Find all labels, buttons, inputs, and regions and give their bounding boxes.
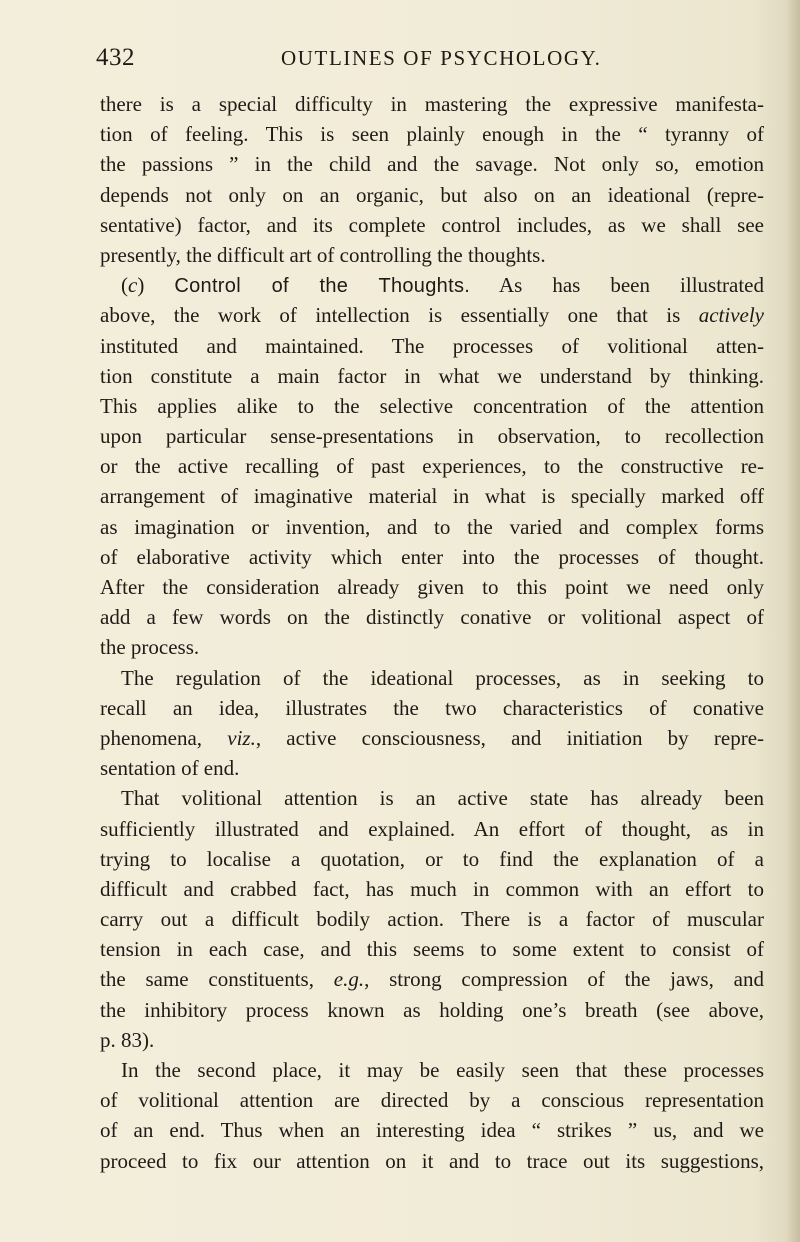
emphasis-text: viz. bbox=[227, 725, 256, 750]
text-line: of volitional attention are directed by a conscious representation bbox=[100, 1088, 764, 1113]
text-line: tion constitute a main factor in what we understand by thinking. bbox=[100, 363, 764, 388]
text-line: as imagination or invention, and to the varied and complex forms bbox=[100, 514, 764, 539]
text-line: phenomena, viz., active consciousness, and initiation by repre- bbox=[100, 725, 765, 750]
text-line: the process. bbox=[100, 635, 200, 660]
text-line: tension in each case, and this seems to some extent to consist of bbox=[100, 937, 764, 962]
text-line: upon particular sense-presentations in observation, to recollection bbox=[100, 424, 764, 449]
text-line: After the consideration already given to this point we need only bbox=[100, 575, 764, 599]
text-line: p. 83). bbox=[100, 1027, 155, 1052]
text-line: there is a special difficulty in mastering the expressive manifesta- bbox=[100, 92, 764, 116]
text-line: depends not only on an organic, but also on an ideational (repre- bbox=[100, 182, 764, 207]
text-line: presently, the difficult art of controlling the thoughts. bbox=[100, 242, 546, 267]
text-line: trying to localise a quotation, or to find the explanation of a bbox=[100, 846, 764, 871]
running-head-title: OUTLINES OF PSYCHOLOGY. bbox=[281, 46, 602, 70]
paragraph-start: In the second place, it may be easily seen that these processes bbox=[121, 1058, 764, 1082]
text-line: instituted and maintained. The processes of volitional atten- bbox=[100, 333, 764, 358]
text-line: This applies alike to the selective concentration of the attention bbox=[100, 393, 764, 418]
text-line: arrangement of imaginative material in what is specially marked off bbox=[100, 484, 764, 509]
text-line: recall an idea, illustrates the two characteristics of conative bbox=[100, 695, 764, 720]
page-number: 432 bbox=[96, 44, 135, 71]
text-line: the passions ” in the child and the savage. Not only so, emotion bbox=[100, 152, 764, 177]
text-line: sentative) factor, and its complete control includes, as we shall see bbox=[100, 212, 764, 237]
emphasis-text: e.g. bbox=[333, 967, 365, 992]
paragraph-start: The regulation of the ideational processes, as in seeking to bbox=[121, 665, 764, 690]
text-line: above, the work of intellection is essentially one that is actively bbox=[100, 303, 764, 328]
text-line: sentation of end. bbox=[100, 756, 240, 781]
body-text bbox=[100, 89, 764, 1176]
text-line: the same constituents, e.g., strong compression of the jaws, and bbox=[100, 967, 764, 992]
text-line: tion of feeling. This is seen plainly enough in the “ tyranny of bbox=[100, 122, 764, 147]
section-heading-line: (c) Control of the Thoughts. As has been illustrated bbox=[121, 273, 765, 298]
text-line: or the active recalling of past experiences, to the constructive re- bbox=[100, 454, 764, 479]
section-heading: Control of the Thoughts. bbox=[174, 275, 471, 298]
text-line: the inhibitory process known as holding one’s breath (see above, bbox=[100, 997, 764, 1022]
text-line: sufficiently illustrated and explained. An effort of thought, as in bbox=[100, 816, 764, 841]
page-edge-shadow bbox=[786, 0, 800, 1242]
text-line: of elaborative activity which enter into the processes of thought. bbox=[100, 544, 764, 569]
paragraph-start: That volitional attention is an active state has already been bbox=[121, 786, 764, 811]
text-line: proceed to fix our attention on it and to trace out its suggestions, bbox=[100, 1148, 764, 1173]
text-line: of an end. Thus when an interesting idea “ strikes ” us, and we bbox=[100, 1118, 764, 1143]
text-line: add a few words on the distinctly conative or volitional aspect of bbox=[100, 605, 764, 630]
section-letter: c bbox=[128, 273, 138, 298]
text-line: carry out a difficult bodily action. There is a factor of muscular bbox=[100, 907, 764, 932]
emphasis-text: actively bbox=[698, 303, 764, 328]
running-head bbox=[96, 44, 776, 84]
text-line: difficult and crabbed fact, has much in common with an effort to bbox=[100, 876, 764, 901]
